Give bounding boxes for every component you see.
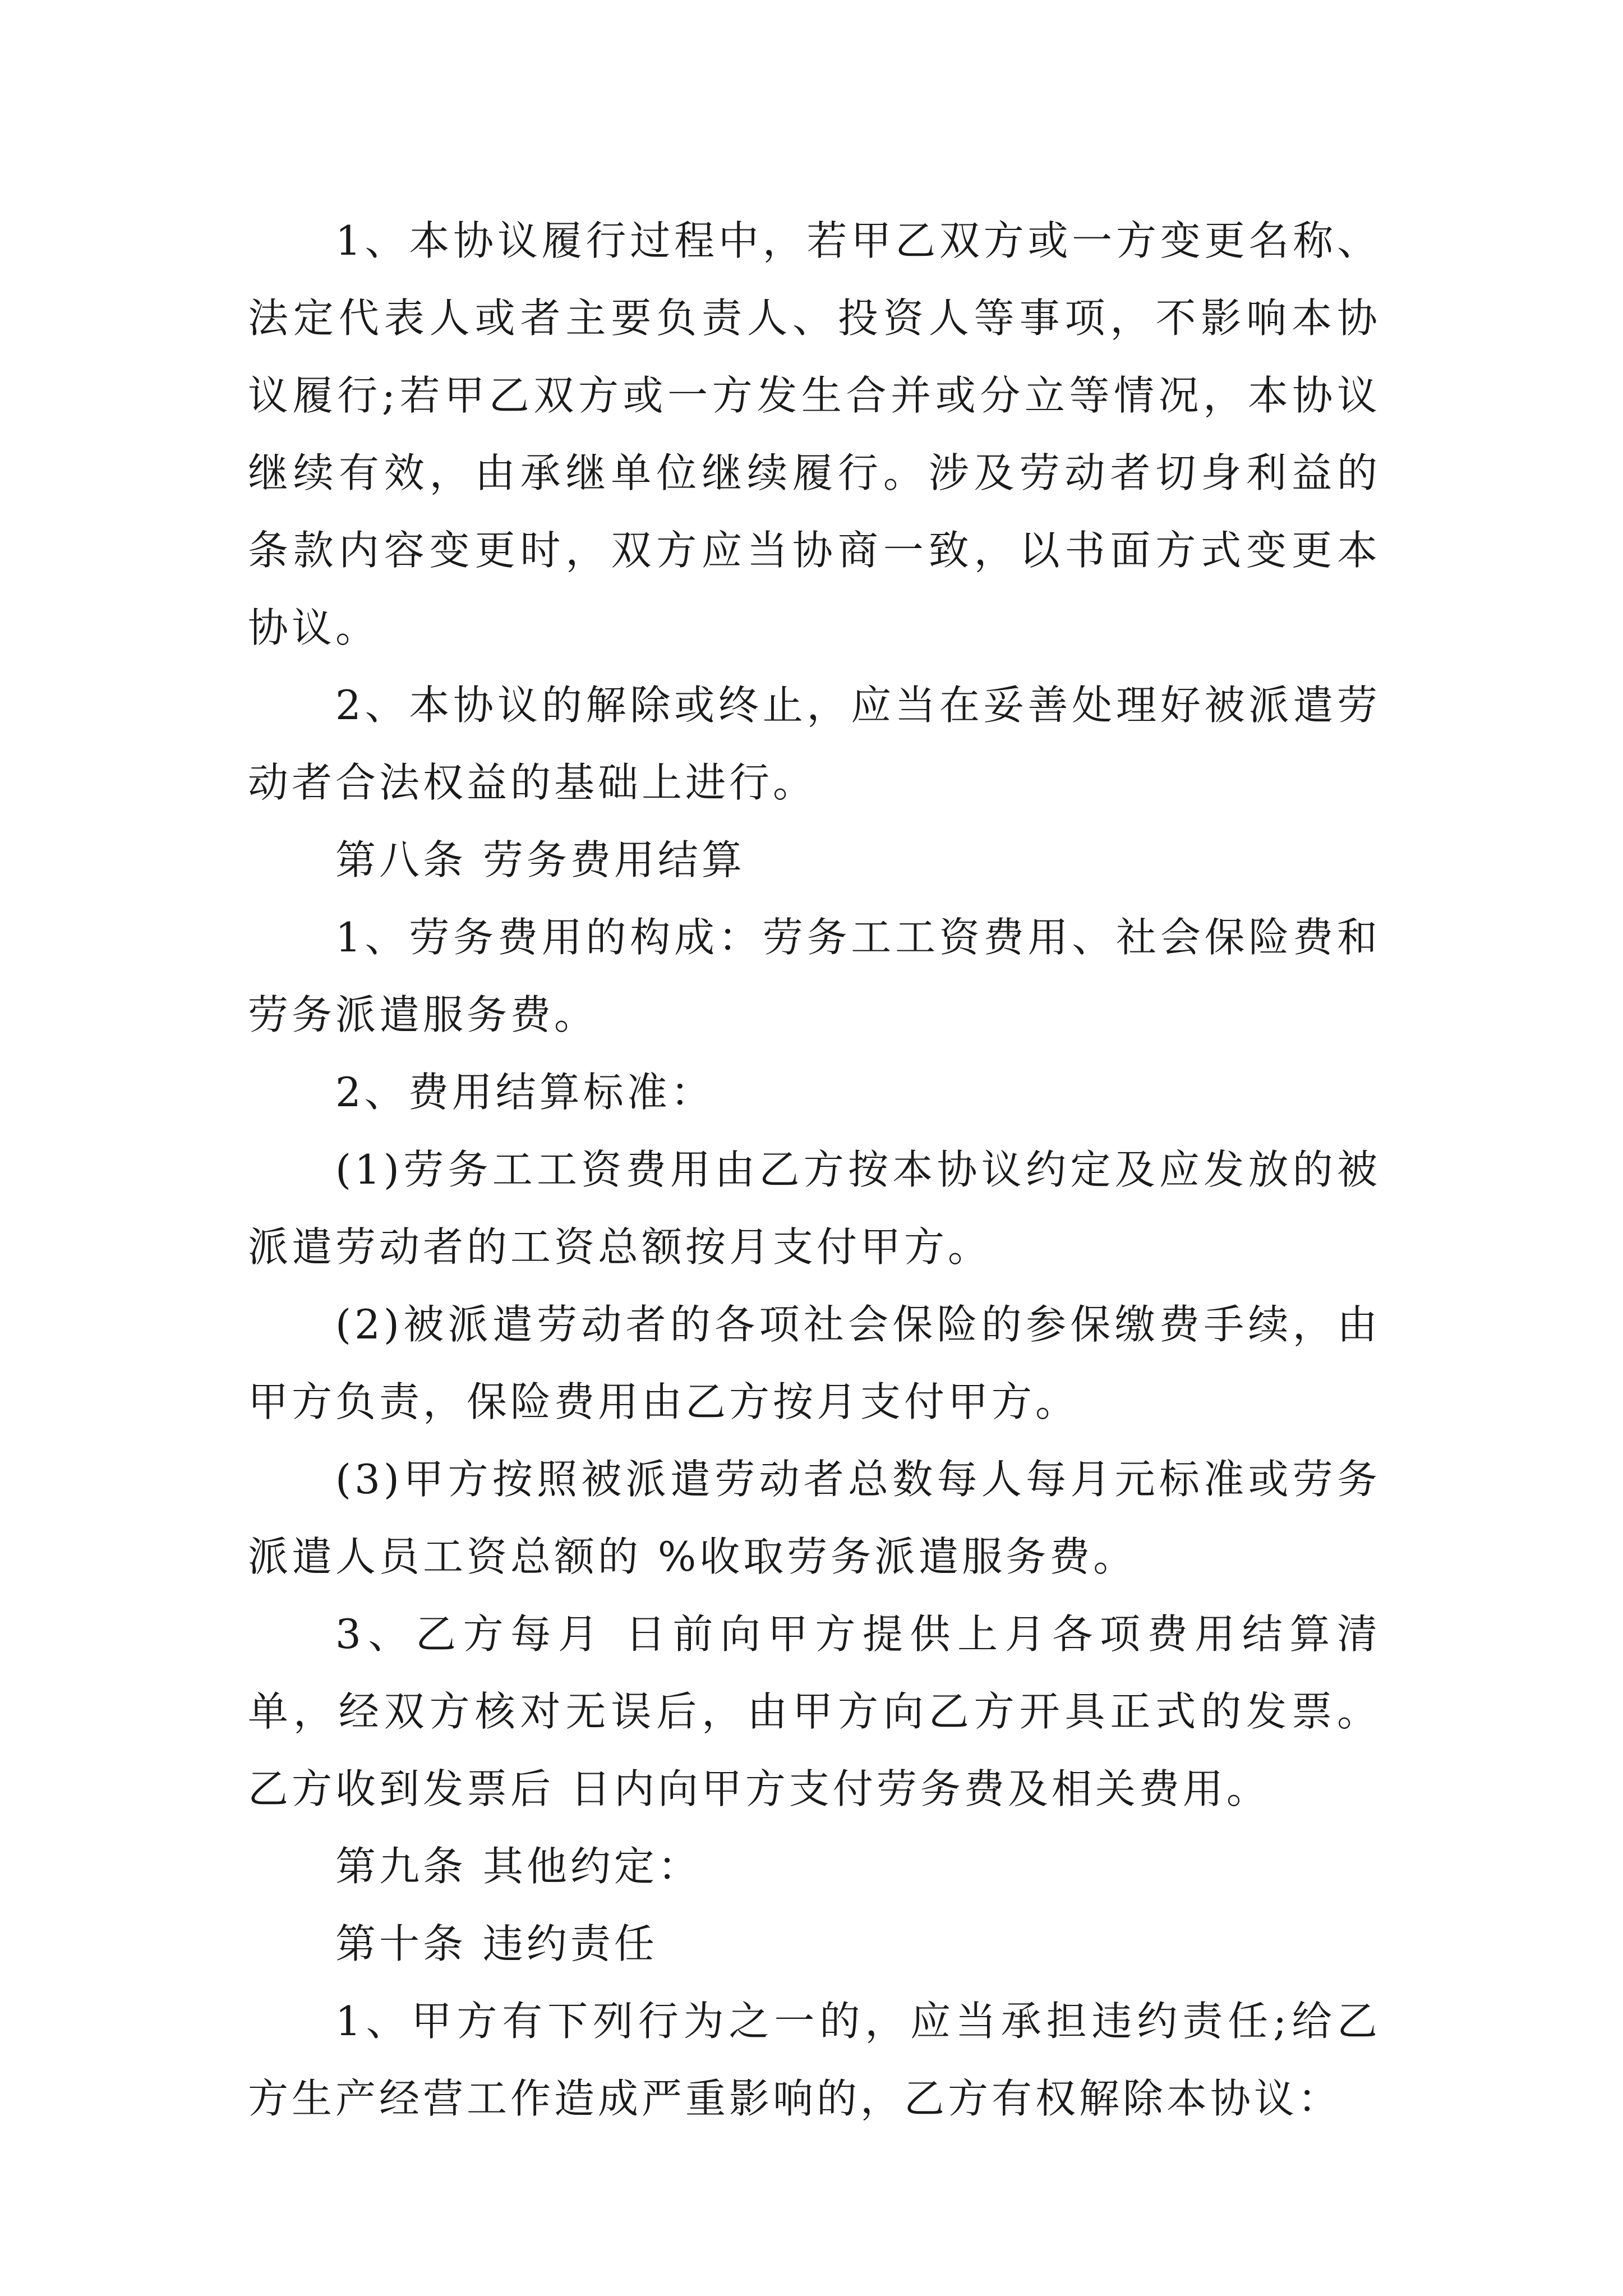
article-8-heading: 第八条 劳务费用结算: [335, 836, 745, 884]
paragraph-settlement-schedule: 3、乙方每月 日前向甲方提供上月各项费用结算清单，经双方核对无误后，由甲方向乙方开具正式的发票。乙方收到发票后 日内向甲方支付劳务费及相关费用。: [248, 1611, 1381, 1812]
paragraph-party-a-liability: 1、甲方有下列行为之一的，应当承担违约责任;给乙方生产经营工作造成严重影响的，乙方有权解除本协议：: [248, 1998, 1381, 2122]
article-9-heading: 第九条 其他约定：: [335, 1843, 702, 1890]
document-body: [248, 202, 1381, 2137]
paragraph-termination: 2、本协议的解除或终止，应当在妥善处理好被派遣劳动者合法权益的基础上进行。: [248, 682, 1381, 806]
paragraph-change-of-parties: 1、本协议履行过程中，若甲乙双方或一方变更名称、法定代表人或者主要负责人、投资人等事项，不影响本协议履行;若甲乙双方或一方发生合并或分立等情况，本协议继续有效，由承继单位继续履行。涉及劳动者切身利益的条款内容变更时，双方应当协商一致，以书面方式变更本协议。: [248, 217, 1381, 651]
paragraph-fee-item-2: (2)被派遣劳动者的各项社会保险的参保缴费手续，由甲方负责，保险费用由乙方按月支付甲方。: [248, 1301, 1381, 1425]
paragraph-fee-composition: 1、劳务费用的构成：劳务工工资费用、社会保险费和劳务派遣服务费。: [248, 914, 1381, 1038]
article-10-heading: 第十条 违约责任: [335, 1920, 658, 1967]
paragraph-fee-standard: 2、费用结算标准：: [335, 1069, 714, 1116]
paragraph-fee-item-1: (1)劳务工工资费用由乙方按本协议约定及应发放的被派遣劳动者的工资总额按月支付甲方。: [248, 1146, 1381, 1271]
paragraph-fee-item-3: (3)甲方按照被派遣劳动者总数每人每月元标准或劳务派遣人员工资总额的 %收取劳务派遣服务费。: [248, 1456, 1381, 1580]
